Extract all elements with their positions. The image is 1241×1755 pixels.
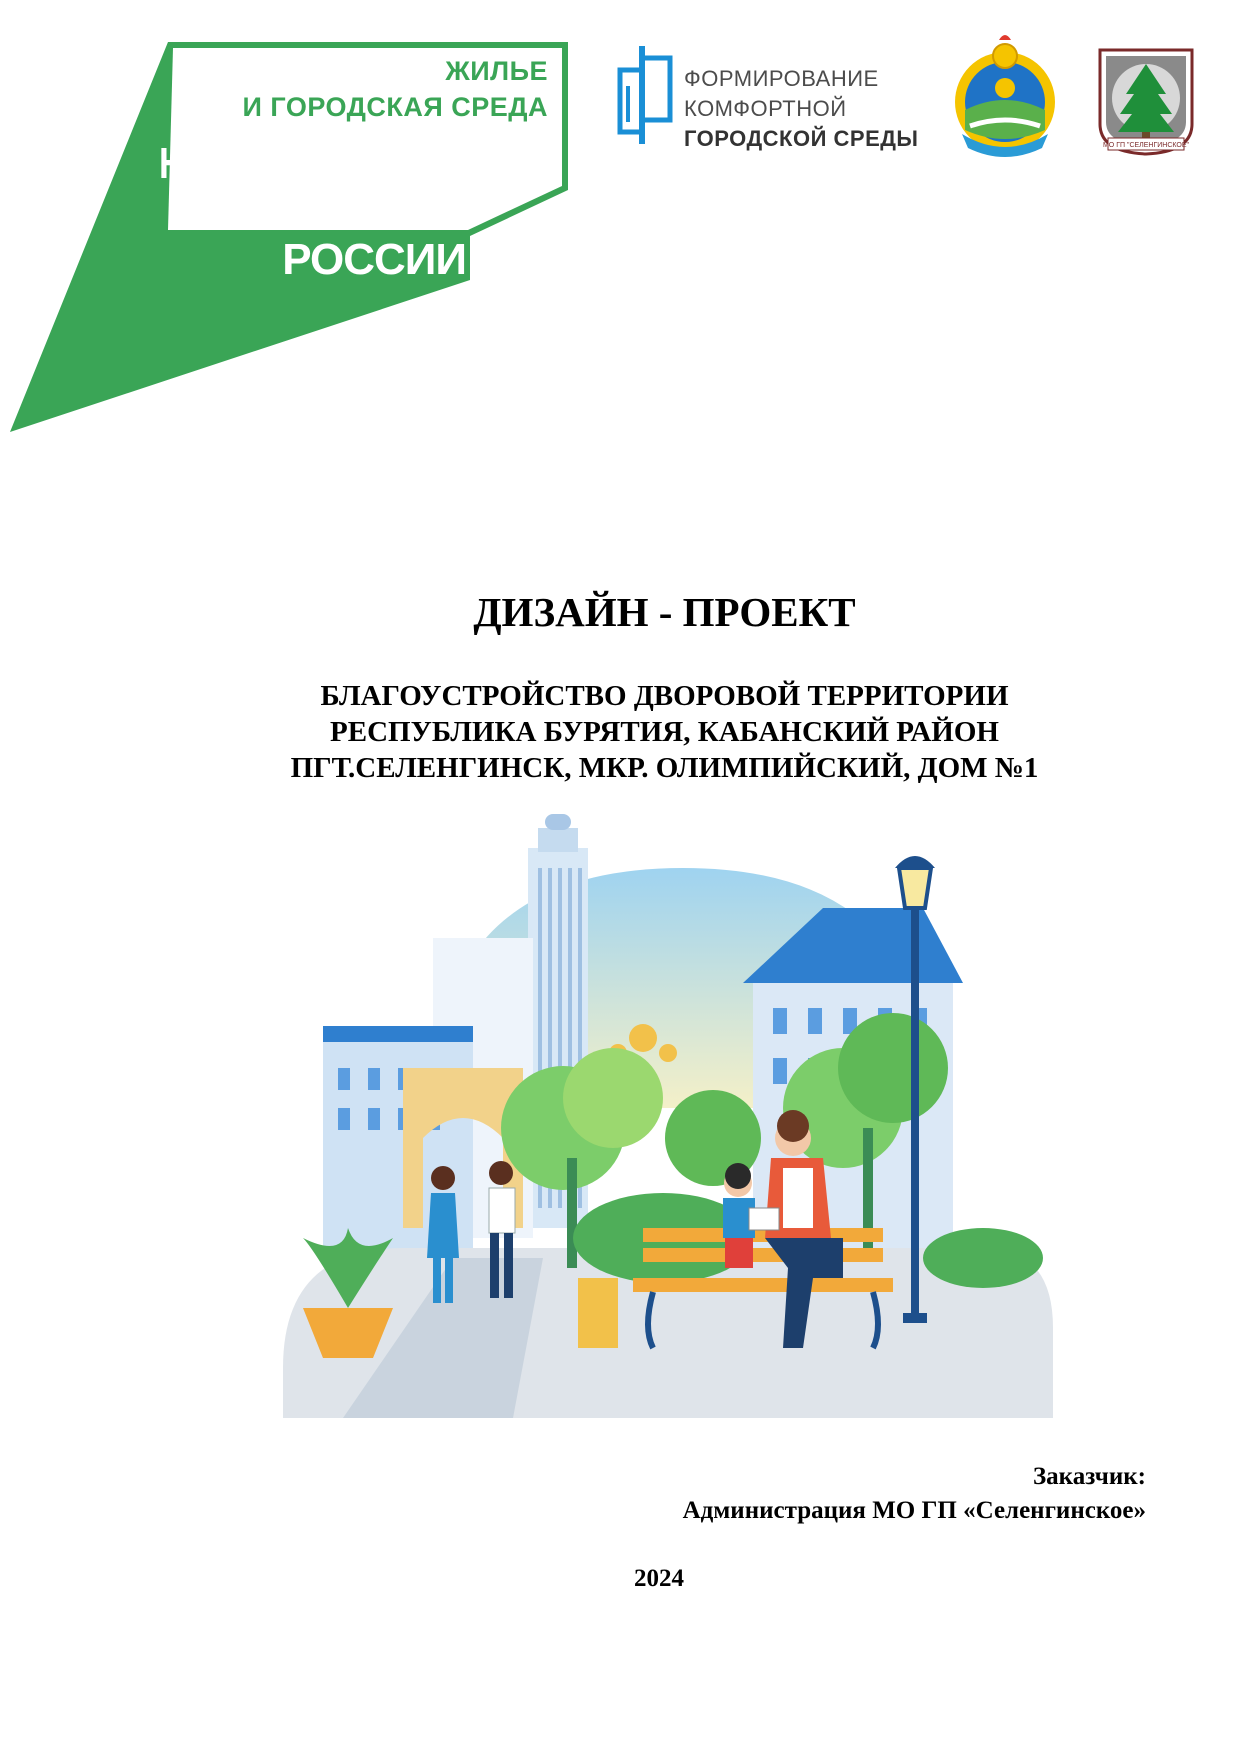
republic-of-buryatia-emblem-icon — [950, 30, 1060, 160]
subtitle-line-2: РЕСПУБЛИКА БУРЯТИЯ, КАБАНСКИЙ РАЙОН — [330, 716, 999, 748]
subtitle-line-3: ПГТ.СЕЛЕНГИНСК, МКР. ОЛИМПИЙСКИЙ, ДОМ №1 — [290, 752, 1039, 784]
customer-name: Администрация МО ГП «Селенгинское» — [682, 1497, 1146, 1524]
np-line-russia: РОССИИ — [282, 235, 466, 284]
national-projects-logo — [8, 40, 588, 440]
subtitle-line-1: БЛАГОУСТРОЙСТВО ДВОРОВОЙ ТЕРРИТОРИИ — [320, 680, 1009, 712]
customer-label: Заказчик: — [1032, 1463, 1146, 1490]
fkgs-mark-icon — [612, 40, 678, 150]
fkgs-line-forming: ФОРМИРОВАНИЕ — [684, 66, 879, 91]
fkgs-line-comfortable: КОМФОРТНОЙ — [684, 96, 847, 121]
np-line-urban-environment: И ГОРОДСКАЯ СРЕДА — [242, 92, 548, 122]
document-year: 2024 — [634, 1565, 684, 1592]
fkgs-line-urban-environment: ГОРОДСКОЙ СРЕДЫ — [684, 126, 919, 151]
emblem-ribbon-text: МО ГП "СЕЛЕНГИНСКОЕ" — [1102, 142, 1190, 149]
np-line-projects: ПРОЕКТЫ — [251, 187, 466, 236]
trash-bin — [578, 1278, 618, 1348]
np-line-housing: ЖИЛЬЕ — [445, 56, 548, 86]
park-scene-illustration — [283, 808, 1053, 1418]
comfortable-urban-environment-logo — [612, 40, 922, 150]
selenginskoe-coat-of-arms-icon — [1098, 48, 1194, 156]
np-line-national: НАЦИОНАЛЬНЫЕ — [159, 139, 466, 188]
document-title: ДИЗАЙН - ПРОЕКТ — [473, 589, 856, 635]
